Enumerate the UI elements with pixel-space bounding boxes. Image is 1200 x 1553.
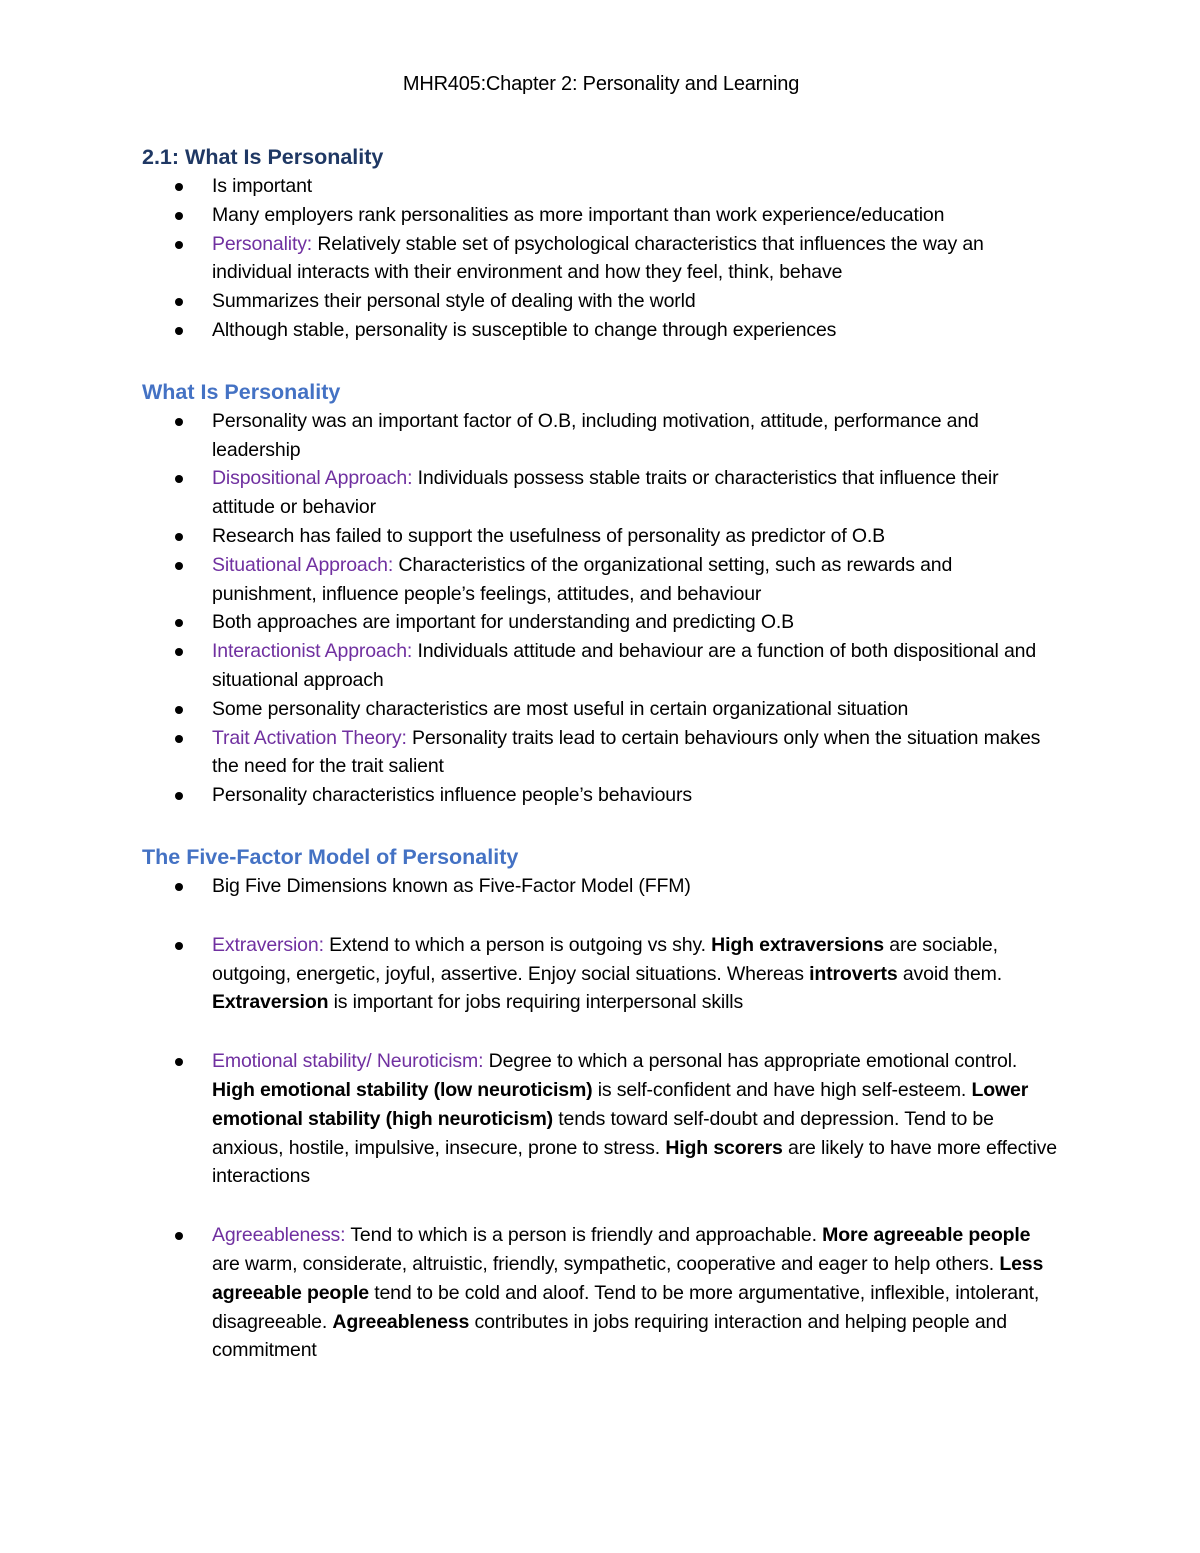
bullet-icon xyxy=(175,619,183,627)
bullet-text: are sociable, outgoing, energetic, joyful, assertive. Enjoy social situations. Whereas xyxy=(212,933,998,985)
bullet-text: is self-confident and have high self-esteem. xyxy=(592,1078,972,1101)
term-label: Extraversion: xyxy=(212,933,324,956)
list-item xyxy=(142,522,1060,551)
section-what-is-personality xyxy=(142,377,1060,810)
list-item xyxy=(142,407,1060,465)
bullet-icon xyxy=(175,298,183,306)
list-item xyxy=(142,781,1060,810)
bullet-text: tends toward self-doubt and depression. Tend to be anxious, hostile, impulsive, insecure, prone to stress. xyxy=(212,1107,994,1159)
section-heading: 2.1: What Is Personality xyxy=(142,145,384,169)
bold-phrase: introverts xyxy=(809,962,898,985)
bullet-icon xyxy=(175,212,183,220)
bullet-icon xyxy=(175,475,183,483)
list-item xyxy=(142,172,1060,201)
bullet-text: are warm, considerate, altruistic, friendly, sympathetic, cooperative and eager to help others. xyxy=(212,1252,1000,1275)
bullet-icon xyxy=(175,706,183,714)
list-item xyxy=(142,464,1060,522)
list-item xyxy=(142,637,1060,695)
bullet-text: Although stable, personality is susceptible to change through experiences xyxy=(212,318,837,341)
bullet-text: Individuals attitude and behaviour are a function of both dispositional and situational approach xyxy=(212,640,1037,691)
bullet-icon xyxy=(175,792,183,800)
list-item-emotional-stability xyxy=(142,1047,1060,1191)
bullet-text: are likely to have more effective interactions xyxy=(212,1136,1057,1188)
bullet-icon xyxy=(175,1232,183,1240)
bullet-icon xyxy=(175,942,183,950)
bullet-text: Big Five Dimensions known as Five-Factor Model (FFM) xyxy=(212,874,691,897)
bullet-list xyxy=(142,407,1060,810)
bold-phrase: High extraversions xyxy=(711,933,885,956)
list-item xyxy=(142,608,1060,637)
section-heading: What Is Personality xyxy=(142,379,341,404)
bold-phrase: Less agreeable people xyxy=(212,1252,1044,1304)
section-five-factor-model xyxy=(142,842,1060,1365)
bullet-icon xyxy=(175,1058,183,1066)
term-label: Trait Activation Theory: xyxy=(212,726,407,749)
bullet-icon xyxy=(175,418,183,426)
bullet-icon xyxy=(175,562,183,570)
list-item-extraversion xyxy=(142,931,1060,1017)
bullet-list xyxy=(142,172,1060,345)
bullet-text: Some personality characteristics are most useful in certain organizational situation xyxy=(212,697,909,720)
bullet-text: Characteristics of the organizational setting, such as rewards and punishment, influence people’s feelings, attitudes, and behaviour xyxy=(212,553,953,605)
bullet-text: Many employers rank personalities as more important than work experience/education xyxy=(212,203,945,226)
term-label: Agreeableness: xyxy=(212,1224,346,1247)
bullet-icon xyxy=(175,183,183,191)
section-heading: The Five-Factor Model of Personality xyxy=(142,844,519,869)
bullet-text: Personality traits lead to certain behaviours only when the situation makes the need for the trait salient xyxy=(212,726,1041,778)
term-label: Dispositional Approach: xyxy=(212,467,413,490)
bold-phrase: High emotional stability (low neuroticism) xyxy=(212,1078,593,1101)
list-item xyxy=(142,724,1060,782)
bold-phrase: More agreeable people xyxy=(822,1224,1031,1247)
bullet-text: tend to be cold and aloof. Tend to be more argumentative, inflexible, intolerant, disagreeable. xyxy=(212,1281,1040,1333)
term-label: Personality: xyxy=(212,232,313,255)
bullet-text: Research has failed to support the usefulness of personality as predictor of O.B xyxy=(212,524,886,547)
bullet-text: Both approaches are important for understanding and predicting O.B xyxy=(212,611,794,634)
bullet-icon xyxy=(175,648,183,656)
list-item xyxy=(142,551,1060,609)
bold-phrase: Agreeableness xyxy=(332,1310,470,1333)
document-title: MHR405:Chapter 2: Personality and Learning xyxy=(402,73,800,95)
bullet-text: avoid them. xyxy=(897,962,1002,985)
bullet-text: Individuals possess stable traits or characteristics that influence their attitude or behavior xyxy=(212,467,999,519)
bullet-text: Relatively stable set of psychological characteristics that influences the way an individual interacts with their environment and how they feel, think, behave xyxy=(212,232,984,284)
bold-phrase: High scorers xyxy=(665,1136,783,1159)
list-item xyxy=(142,872,1060,901)
bullet-icon xyxy=(175,327,183,335)
list-item xyxy=(142,201,1060,230)
section-spacer xyxy=(142,345,1060,377)
bullet-text: Personality characteristics influence people’s behaviours xyxy=(212,784,692,807)
list-item-agreeableness xyxy=(142,1221,1060,1365)
list-item xyxy=(142,287,1060,316)
bullet-text: Personality was an important factor of O.B, including motivation, attitude, performance and leadership xyxy=(212,409,979,461)
bullet-icon xyxy=(175,241,183,249)
bullet-text: Extend to which a person is outgoing vs shy. xyxy=(323,933,712,956)
bold-phrase: Extraversion xyxy=(212,991,329,1014)
term-label: Interactionist Approach: xyxy=(212,640,413,663)
bullet-text: contributes in jobs requiring interaction and helping people and commitment xyxy=(212,1310,1007,1362)
list-item xyxy=(142,230,1060,288)
term-label: Emotional stability/ Neuroticism: xyxy=(212,1050,484,1073)
bullet-text: Summarizes their personal style of dealing with the world xyxy=(212,290,696,313)
term-label: Situational Approach: xyxy=(212,553,394,576)
section-spacer xyxy=(142,810,1060,842)
section-what-is-personality-2-1 xyxy=(142,142,1060,345)
bullet-text: Degree to which a personal has appropriate emotional control. xyxy=(483,1050,1018,1073)
bullet-list xyxy=(142,872,1060,1365)
bold-phrase: Lower emotional stability (high neuroticism) xyxy=(212,1078,1029,1130)
bullet-text: Tend to which is a person is friendly and approachable. xyxy=(345,1224,823,1247)
list-item xyxy=(142,316,1060,345)
bullet-text: is important for jobs requiring interpersonal skills xyxy=(328,991,744,1014)
bullet-icon xyxy=(175,533,183,541)
bullet-text: Is important xyxy=(212,175,313,197)
bullet-icon xyxy=(175,883,183,891)
bullet-icon xyxy=(175,735,183,743)
list-item xyxy=(142,695,1060,724)
